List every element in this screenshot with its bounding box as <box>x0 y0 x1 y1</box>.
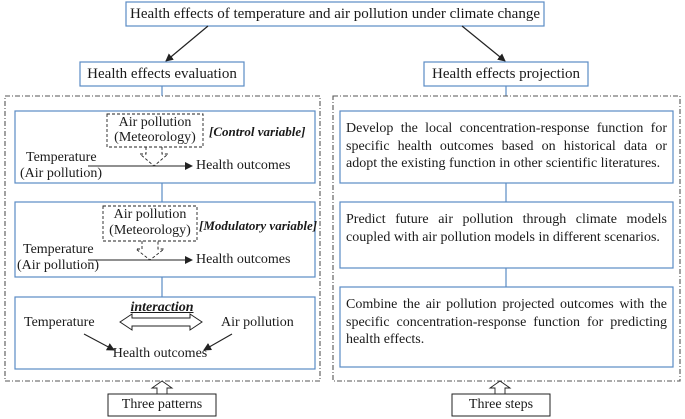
patterns-up-arrow <box>152 381 172 394</box>
pattern1-exposure-line1: Temperature <box>26 150 97 165</box>
pattern3-temperature: Temperature <box>24 315 95 330</box>
pattern3-air-pollution: Air pollution <box>221 315 294 330</box>
modulatory-variable-tag: [Modulatory variable] <box>199 218 318 233</box>
arrow-title-to-evaluation <box>166 26 208 61</box>
pattern1-modifier-line1: Air pollution <box>118 115 192 130</box>
pattern3-outcome: Health outcomes <box>112 346 208 361</box>
arrow-title-to-projection <box>462 26 505 61</box>
evaluation-header: Health effects evaluation <box>87 66 237 82</box>
pattern2-exposure-line1: Temperature <box>23 242 94 257</box>
step1-text: Develop the local concentration-response function for specific health outcomes based on historical data or adopt the existing function in other scientific literatures. <box>346 121 667 171</box>
steps-up-arrow <box>490 381 510 394</box>
pattern2-outcome: Health outcomes <box>196 252 291 267</box>
pattern2-exposure-line2: (Air pollution) <box>17 258 100 273</box>
pattern2-modifier-line1: Air pollution <box>113 207 187 222</box>
pattern1-outcome: Health outcomes <box>196 158 291 173</box>
pattern2-modifier-line2: (Meteorology) <box>109 223 191 238</box>
projection-header: Health effects projection <box>432 66 580 82</box>
control-variable-tag: [Control variable] <box>209 124 306 139</box>
step2-text: Predict future air pollution through climate models coupled with air pollution models in different scenarios. <box>346 212 667 245</box>
step3-text: Combine the air pollution projected outcomes with the specific concentration-response function for predicting health effects. <box>346 297 667 347</box>
pattern1-modifier-line2: (Meteorology) <box>114 130 196 145</box>
patterns-footer: Three patterns <box>121 397 203 412</box>
diagram-title: Health effects of temperature and air pollution under climate change <box>130 6 540 22</box>
interaction-label: interaction <box>130 300 194 315</box>
pattern1-exposure-line2: (Air pollution) <box>20 166 103 181</box>
steps-footer: Three steps <box>468 397 534 412</box>
